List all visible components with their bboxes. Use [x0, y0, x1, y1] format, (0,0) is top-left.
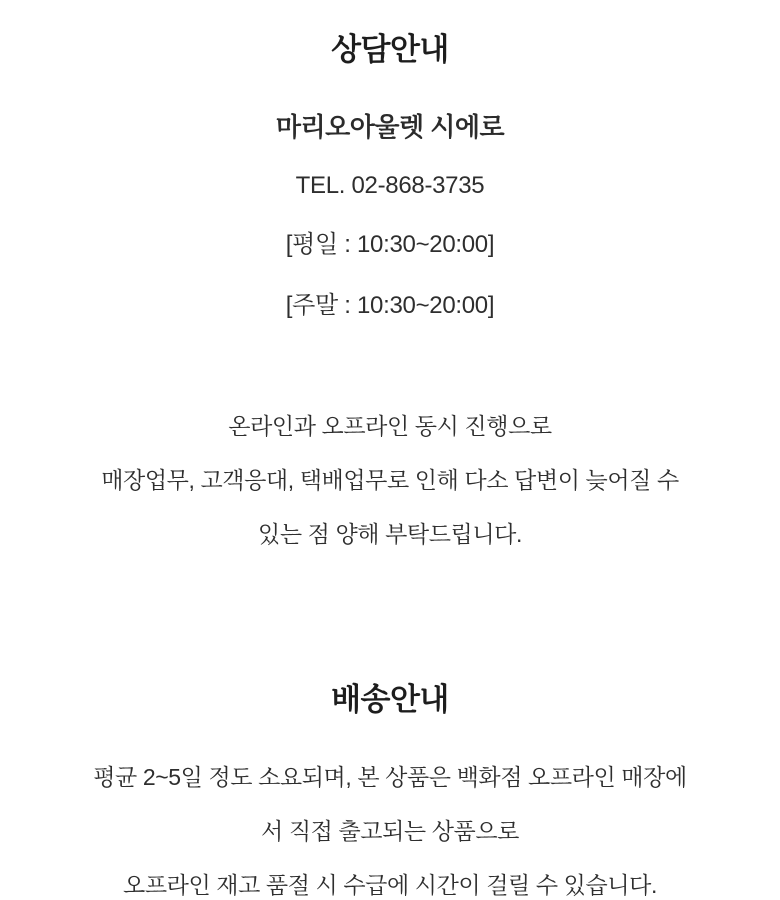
- delivery-line: 평균 2~5일 정도 소요되며, 본 상품은 백화점 오프라인 매장에: [93, 764, 687, 790]
- store-telephone: TEL. 02-868-3735: [295, 172, 485, 199]
- consultation-section: [18, 24, 762, 549]
- product-info-page: [0, 24, 780, 898]
- weekend-hours: [주말 : 10:30~20:00]: [285, 292, 495, 319]
- notice-line: 매장업무, 고객응대, 택배업무로 인해 다소 답변이 늦어질 수: [101, 467, 679, 493]
- weekday-hours: [평일 : 10:30~20:00]: [285, 231, 495, 258]
- delivery-heading: 배송안내: [331, 682, 449, 717]
- delivery-line: 서 직접 출고되는 상품으로: [261, 818, 519, 844]
- notice-line: 온라인과 오프라인 동시 진행으로: [228, 413, 552, 439]
- delivery-line: 오프라인 재고 품절 시 수급에 시간이 걸릴 수 있습니다.: [123, 872, 657, 898]
- consultation-notice: [18, 408, 762, 549]
- notice-line: 있는 점 양해 부탁드립니다.: [258, 521, 522, 547]
- delivery-section: [18, 674, 762, 900]
- store-name: 마리오아울렛 시에로: [275, 112, 505, 142]
- consultation-heading: 상담안내: [331, 32, 449, 67]
- delivery-notice: [18, 759, 762, 900]
